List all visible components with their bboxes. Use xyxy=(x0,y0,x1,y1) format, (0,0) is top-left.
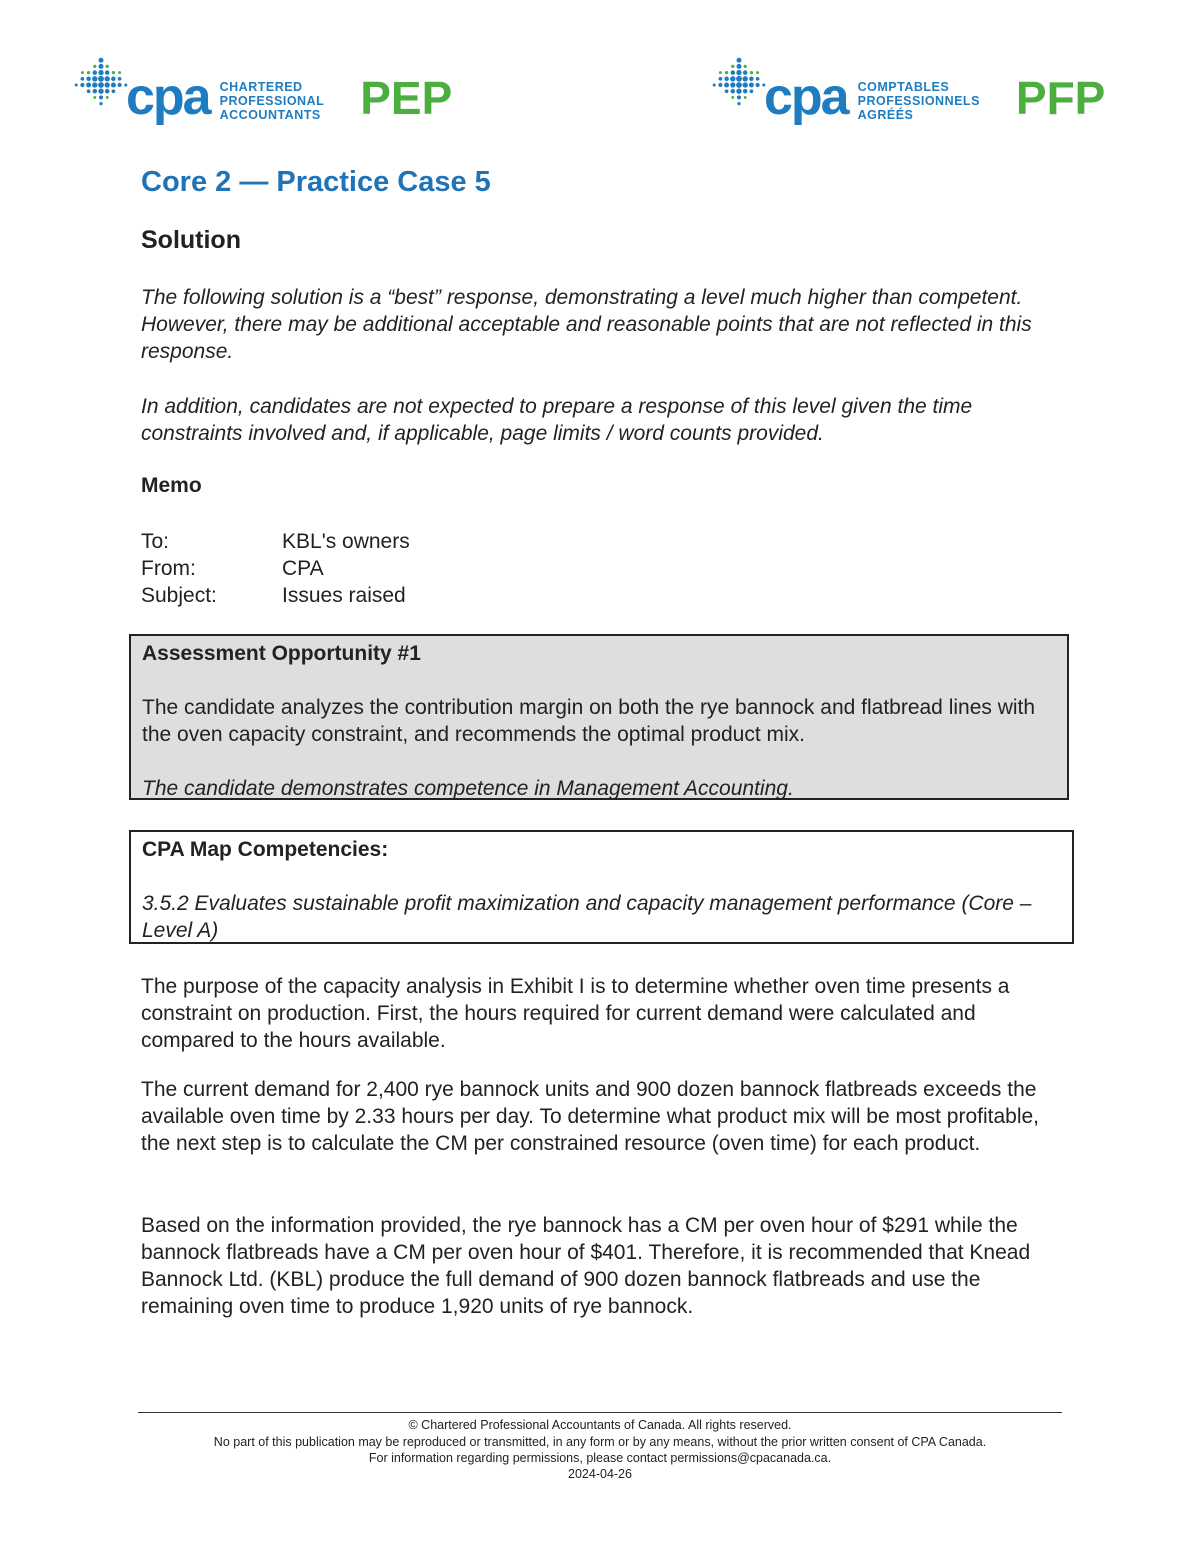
memo-subject-value: Issues raised xyxy=(282,584,406,607)
program-label-pfp: PFP xyxy=(1015,72,1106,124)
logo-text-fr xyxy=(858,80,980,122)
footer-date: 2024-04-26 xyxy=(568,1467,632,1481)
competencies-title: CPA Map Competencies: xyxy=(142,838,389,861)
memo-from-row xyxy=(141,555,324,582)
footer-copyright: © Chartered Professional Accountants of Canada. All rights reserved. xyxy=(408,1418,792,1432)
logo-text-line: COMPTABLES xyxy=(857,80,950,94)
logo-text-en xyxy=(220,80,325,122)
footer-notice: No part of this publication may be reproduced or transmitted, in any form or by any means, without the prior written consent of CPA Canada. xyxy=(213,1435,987,1449)
footer-permissions: For information regarding permissions, please contact permissions@cpacanada.ca. xyxy=(368,1451,832,1465)
memo-heading: Memo xyxy=(141,474,202,497)
cpa-wordmark: cpa xyxy=(764,68,848,126)
cpa-pfp-logo xyxy=(708,52,1105,142)
maple-leaf-dots-icon xyxy=(708,54,770,116)
assessment-title: Assessment Opportunity #1 xyxy=(142,642,421,665)
logo-text-line: AGRÉÉS xyxy=(857,108,914,122)
memo-to-row xyxy=(141,528,410,555)
maple-leaf-dots-icon xyxy=(70,54,132,116)
solution-heading: Solution xyxy=(141,226,241,254)
footer-divider xyxy=(138,1412,1062,1413)
intro-paragraph: In addition, candidates are not expected to prepare a response of this level given the time constraints involved and, if applicable, page limits / word counts provided. xyxy=(141,395,973,445)
memo-to-label: To: xyxy=(141,530,170,553)
intro-paragraph: The following solution is a “best” response, demonstrating a level much higher than competent. However, there may be additional acceptable and reasonable points that are not reflected in this response. xyxy=(141,286,1032,363)
program-label-pep: PEP xyxy=(360,72,453,124)
logo-text-line: CHARTERED xyxy=(219,80,303,94)
cpa-pep-logo xyxy=(70,52,452,142)
body-paragraph: The current demand for 2,400 rye bannock units and 900 dozen bannock flatbreads exceeds the available oven time by 2.33 hours per day. To determine what product mix will be most profitable, the next step is to calculate the CM per constrained resource (oven time) for each product. xyxy=(141,1078,1040,1155)
logo-text-line: PROFESSIONAL xyxy=(219,94,325,108)
memo-to-value: KBL's owners xyxy=(282,530,410,553)
body-paragraph: The purpose of the capacity analysis in Exhibit I is to determine whether oven time presents a constraint on production. First, the hours required for current demand were calculated and compared to the hours available. xyxy=(141,975,1010,1052)
logo-text-line: PROFESSIONNELS xyxy=(857,94,980,108)
assessment-competence: The candidate demonstrates competence in Management Accounting. xyxy=(142,777,794,800)
memo-subject-label: Subject: xyxy=(141,584,217,607)
page-title: Core 2 — Practice Case 5 xyxy=(141,166,491,198)
cpa-map-competencies-box xyxy=(129,830,1074,944)
assessment-text: The candidate analyzes the contribution margin on both the rye bannock and flatbread lines with the oven capacity constraint, and recommends the optimal product mix. xyxy=(142,696,1036,746)
memo-from-value: CPA xyxy=(282,557,324,580)
memo-subject-row xyxy=(141,582,406,609)
logo-text-line: ACCOUNTANTS xyxy=(219,108,321,122)
memo-from-label: From: xyxy=(141,557,196,580)
assessment-opportunity-box xyxy=(129,634,1069,800)
competencies-text: 3.5.2 Evaluates sustainable profit maximization and capacity management performance (Core – Level A) xyxy=(142,892,1032,942)
cpa-wordmark: cpa xyxy=(126,68,210,126)
body-paragraph: Based on the information provided, the rye bannock has a CM per oven hour of $291 while the bannock flatbreads have a CM per oven hour of $401. Therefore, it is recommended that Knead Bannock Ltd. (KBL) produce the full demand of 900 dozen bannock flatbreads and use the remaining oven time to produce 1,920 units of rye bannock. xyxy=(141,1214,1031,1318)
